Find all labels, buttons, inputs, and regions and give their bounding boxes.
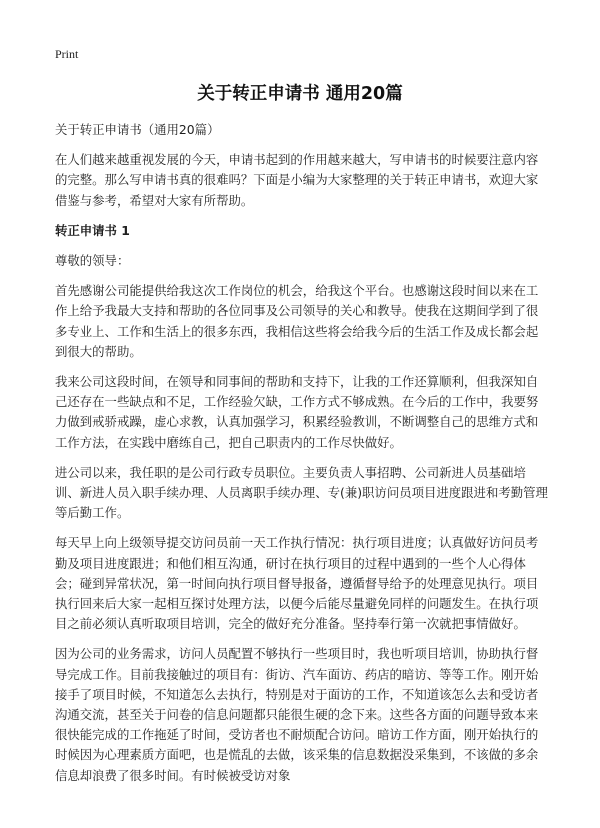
greeting: 尊敬的领导： <box>55 253 130 269</box>
body-paragraph: 我来公司这段时间，在领导和同事间的帮助和支持下，让我的工作还算顺利，但我深知自己还存在一些缺点和不足，工作经验欠缺，工作方式不够成熟。在今后的工作中，我要努力做到戒骄戒躁，虚心求教，认真加强学习，积累经验教训，不断调整自己的思维方式和工作方法，在实践中磨练自己，把自己职责内的工作尽快做好。 <box>55 374 539 450</box>
body-paragraph: 首先感谢公司能提供给我这次工作岗位的机会，给我这个平台。也感谢这段时间以来在工作上给予我最大支持和帮助的各位同事及公司领导的关心和教导。使我在这期间学到了很多专业上、工作和生活上的很多东西，我相信这些将会给我今后的生活工作及成长都会起到很大的帮助。 <box>55 283 539 359</box>
subtitle: 关于转正申请书（通用20篇） <box>55 122 220 137</box>
document-title: 关于转正申请书 通用20篇 <box>197 84 403 104</box>
body-paragraph: 每天早上向上级领导提交访问员前一天工作执行情况：执行项目进度；认真做好访问员考勤及项目进度跟进；和他们相互沟通，研讨在执行项目的过程中遇到的一些个人心得体会；碰到异常状况，第一时间向执行项目督导报备，遵循督导给予的处理意见执行。项目执行回来后大家一起相互探讨处理方法，以便今后能尽量避免同样的问题发生。在执行项目之前必须认真听取项目培训，完全的做好充分准备。坚持奉行第一次就把事情做好。 <box>55 535 539 632</box>
document-body <box>55 120 550 796</box>
intro-paragraph: 在人们越来越重视发展的今天，申请书起到的作用越来越大，写申请书的时候要注意内容的完整。那么写申请书真的很难吗？下面是小编为大家整理的关于转正申请书，欢迎大家借鉴与参考，希望对大家有所帮助。 <box>55 152 539 208</box>
print-label: Print <box>55 47 79 61</box>
body-paragraph: 因为公司的业务需求，访问人员配置不够执行一些项目时，我也听项目培训，协助执行督导完成工作。目前我接触过的项目有：街访、汽车面访、药店的暗访、等等工作。刚开始接手了项目时候，不知道怎么去执行，特别是对于面访的工作，不知道该怎么去和受访者沟通交流，甚至关于问卷的信息问题都只能很生硬的念下来。这些各方面的问题导致本来很快能完成的工作拖延了时间，受访者也不耐烦配合访问。暗访工作方面，刚开始执行的时候因为心理素质方面吧，也是慌乱的去做，该采集的信息数据没采集到，不该做的多余信息却浪费了很多时间。有时候被受访对象 <box>55 646 539 783</box>
section-heading: 转正申请书 1 <box>55 222 130 238</box>
body-paragraph: 进公司以来，我任职的是公司行政专员职位。主要负责人事招聘、公司新进人员基础培训、新进人员入职手续办理、人员离职手续办理、专(兼)职访问员项目进度跟进和考勤管理等后勤工作。 <box>55 464 548 521</box>
